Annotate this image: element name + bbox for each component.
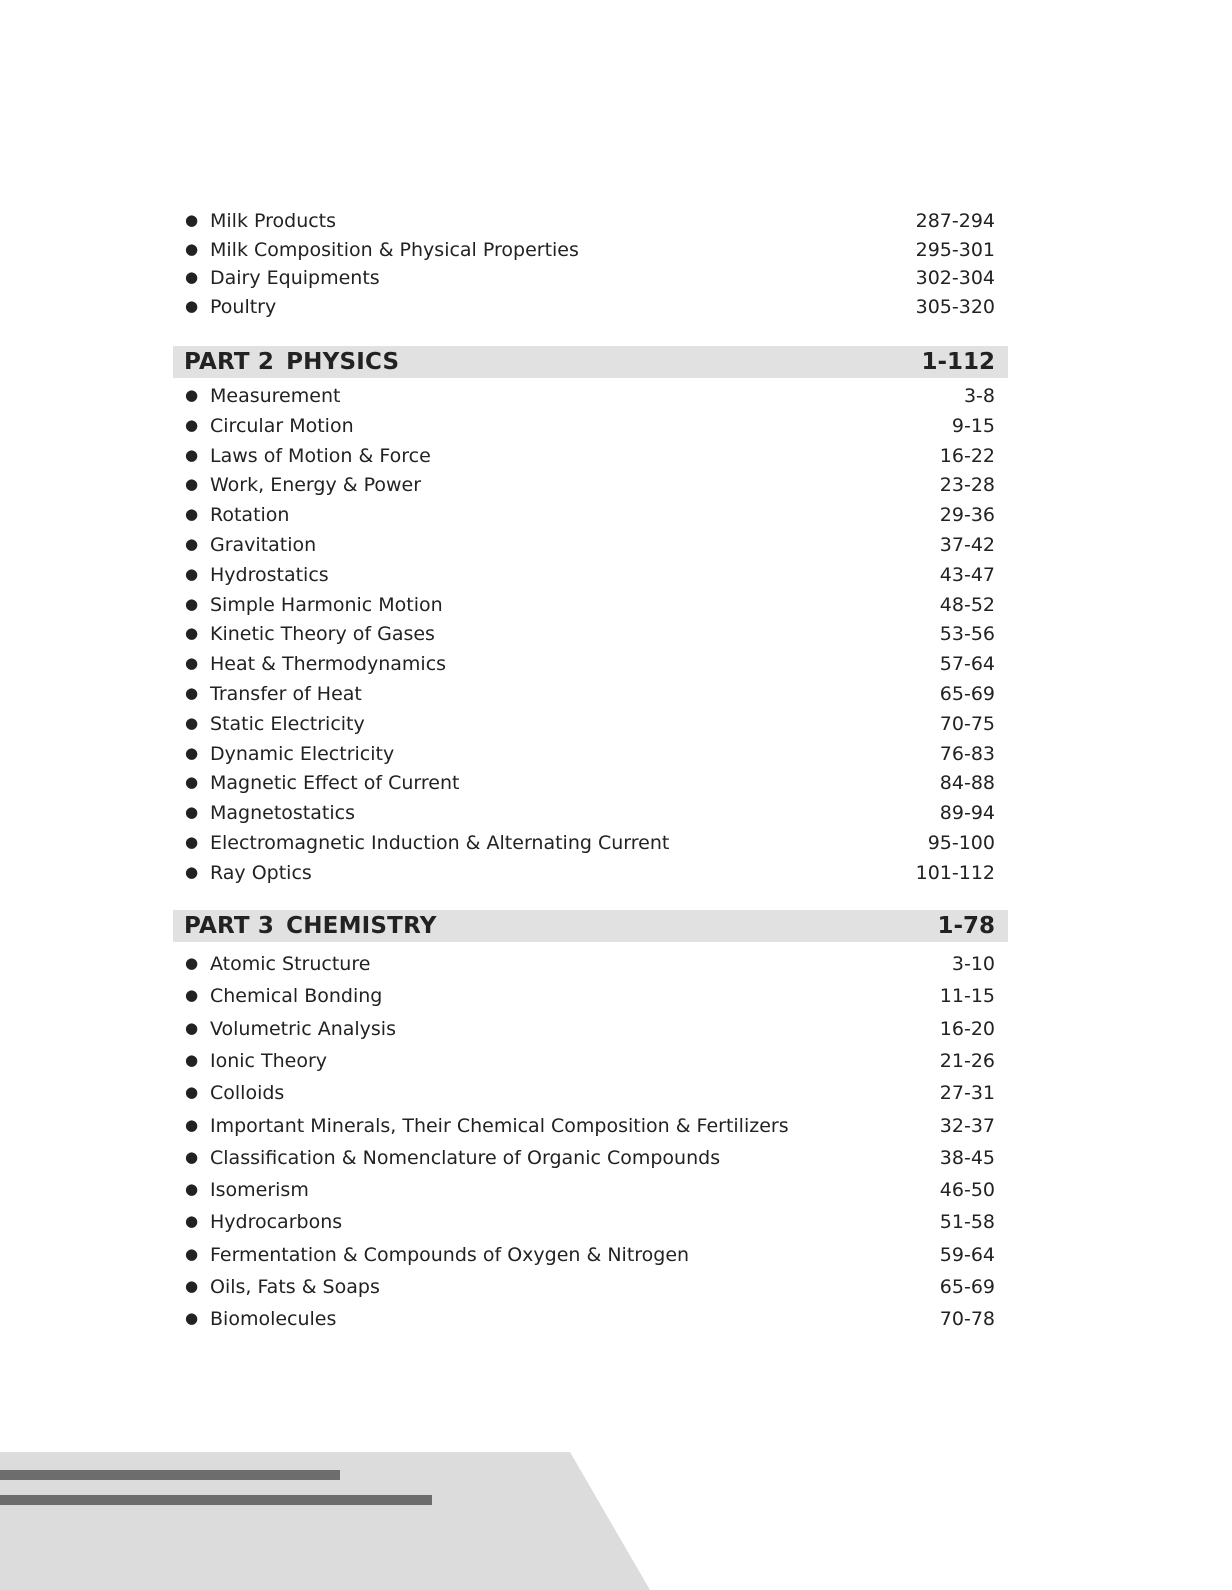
entry-title: Heat & Thermodynamics [210,653,447,676]
bullet-icon: ● [185,713,199,732]
bullet-icon: ● [185,1018,199,1037]
entry-pages: 53-56 [939,623,995,646]
toc-entry [173,950,1008,978]
bullet-icon: ● [185,535,199,553]
toc-entry [173,207,1008,235]
footer-line-upper [0,1470,340,1480]
bullet-icon: ● [185,1309,199,1328]
bullet-icon: ● [185,1083,199,1102]
entry-pages: 51-58 [939,1211,995,1234]
entry-pages: 287-294 [915,210,995,232]
entry-pages: 295-301 [915,238,995,261]
entry-title: Classification & Nomenclature of Organic Compounds [210,1146,721,1169]
bullet-icon: ● [185,475,199,494]
toc-entry [173,412,1008,440]
entry-pages: 65-69 [939,1276,995,1298]
toc-entry [173,1144,1008,1172]
entry-title: Chemical Bonding [210,985,383,1008]
part-number: PART 3 [184,913,275,939]
toc-entry [173,859,1008,887]
footer-line-lower [0,1495,432,1505]
bullet-icon: ● [185,624,199,643]
part-pages: 1-78 [937,913,995,939]
entry-title: Atomic Structure [210,953,371,975]
entry-pages: 27-31 [939,1082,995,1105]
entry-title: Kinetic Theory of Gases [210,623,435,646]
entry-pages: 89-94 [939,802,995,825]
bullet-icon: ● [185,386,199,404]
toc-entry [173,740,1008,768]
entry-title: Volumetric Analysis [210,1017,396,1040]
toc-entry [173,591,1008,619]
entry-pages: 305-320 [915,296,995,319]
entry-title: Work, Energy & Power [210,474,422,497]
entry-title: Simple Harmonic Motion [210,593,443,616]
entry-title: Colloids [210,1082,285,1105]
entry-title: Hydrocarbons [210,1211,343,1234]
toc-entry [173,799,1008,827]
bullet-icon: ● [185,1115,199,1134]
entry-title: Measurement [210,385,341,407]
toc-entry [173,620,1008,648]
entry-pages: 3-8 [963,385,995,407]
toc-entry [173,236,1008,264]
toc-entry [173,471,1008,499]
toc-entry [173,1047,1008,1075]
bullet-icon: ● [185,239,199,258]
entry-pages: 84-88 [939,772,995,795]
toc-entry [173,680,1008,708]
toc-entry [173,442,1008,470]
entry-title: Static Electricity [210,712,365,735]
bullet-icon: ● [185,505,199,524]
entry-pages: 16-20 [939,1017,995,1040]
entry-pages: 59-64 [939,1243,995,1266]
entry-pages: 48-52 [939,593,995,616]
bullet-icon: ● [185,773,199,792]
part-number: PART 2 [184,349,275,375]
entry-title: Biomolecules [210,1308,337,1331]
entry-title: Dynamic Electricity [210,742,395,765]
toc-entry [173,982,1008,1010]
entry-title: Transfer of Heat [210,683,362,705]
entry-pages: 16-22 [939,444,995,467]
entry-pages: 302-304 [915,267,995,290]
entry-title: Milk Composition & Physical Properties [210,238,579,261]
toc-entry [173,293,1008,321]
bullet-icon: ● [185,564,199,583]
part-heading [173,910,1008,942]
part-name: CHEMISTRY [286,913,437,939]
bullet-icon: ● [185,1244,199,1263]
entry-pages: 21-26 [939,1049,995,1072]
entry-title: Milk Products [210,210,337,232]
entry-pages: 46-50 [939,1179,995,1202]
bullet-icon: ● [185,803,199,822]
bullet-icon: ● [185,654,199,673]
bullet-icon: ● [185,862,199,881]
bullet-icon: ● [185,1050,199,1069]
entry-pages: 57-64 [939,653,995,676]
bullet-icon: ● [185,684,199,702]
toc-entry [173,382,1008,410]
entry-pages: 43-47 [939,563,995,586]
entry-pages: 32-37 [939,1114,995,1137]
toc-entry [173,1305,1008,1333]
bullet-icon: ● [185,211,199,229]
toc-entry [173,1112,1008,1140]
toc-entry [173,1241,1008,1269]
entry-title: Laws of Motion & Force [210,444,431,467]
entry-pages: 23-28 [939,474,995,497]
part-pages: 1-112 [921,349,995,375]
bullet-icon: ● [185,415,199,434]
entry-title: Hydrostatics [210,563,329,586]
bullet-icon: ● [185,594,199,613]
bullet-icon: ● [185,1277,199,1295]
entry-title: Rotation [210,504,290,527]
entry-pages: 70-75 [939,712,995,735]
part-heading-title [184,346,399,378]
entry-title: Circular Motion [210,414,354,437]
toc-entry [173,710,1008,738]
bullet-icon: ● [185,743,199,762]
toc-entry [173,1273,1008,1301]
entry-title: Electromagnetic Induction & Alternating Current [210,832,670,854]
entry-pages: 101-112 [915,861,995,884]
entry-title: Dairy Equipments [210,267,380,290]
entry-pages: 3-10 [951,953,995,975]
entry-title: Important Minerals, Their Chemical Composition & Fertilizers [210,1114,789,1137]
entry-title: Ionic Theory [210,1049,328,1072]
toc-entry [173,264,1008,292]
entry-pages: 9-15 [951,414,995,437]
entry-title: Gravitation [210,534,317,556]
part-heading-title [184,910,437,942]
bullet-icon: ● [185,445,199,464]
entry-pages: 65-69 [939,683,995,705]
bullet-icon: ● [185,1212,199,1231]
toc-entry [173,1015,1008,1043]
bullet-icon: ● [185,986,199,1005]
entry-title: Fermentation & Compounds of Oxygen & Nitrogen [210,1243,690,1266]
entry-title: Oils, Fats & Soaps [210,1276,380,1298]
entry-pages: 76-83 [939,742,995,765]
entry-pages: 37-42 [939,534,995,556]
entry-title: Isomerism [210,1179,309,1202]
toc-entry [173,769,1008,797]
bullet-icon: ● [185,1147,199,1166]
entry-title: Magnetostatics [210,802,355,825]
bullet-icon: ● [185,268,199,287]
entry-pages: 29-36 [939,504,995,527]
part-name: PHYSICS [286,349,400,375]
entry-pages: 70-78 [939,1308,995,1331]
toc-entry [173,1208,1008,1236]
entry-pages: 95-100 [927,832,995,854]
entry-pages: 38-45 [939,1146,995,1169]
toc-entry [173,829,1008,857]
bullet-icon: ● [185,954,199,972]
toc-entry [173,1176,1008,1204]
bullet-icon: ● [185,297,199,316]
toc-entry [173,501,1008,529]
bullet-icon: ● [185,833,199,851]
toc-entry [173,1079,1008,1107]
toc-entry [173,650,1008,678]
toc-entry [173,531,1008,559]
entry-title: Poultry [210,296,277,319]
entry-pages: 11-15 [939,985,995,1008]
toc-entry [173,561,1008,589]
entry-title: Ray Optics [210,861,312,884]
bullet-icon: ● [185,1180,199,1199]
entry-title: Magnetic Effect of Current [210,772,460,795]
part-heading [173,346,1008,378]
